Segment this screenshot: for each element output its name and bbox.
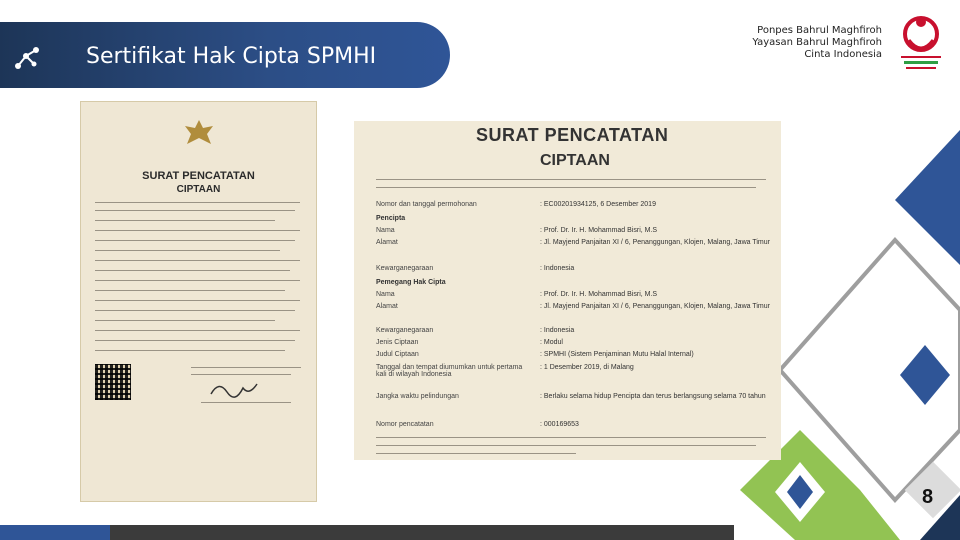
cert-right-title-1: SURAT PENCATATAN: [476, 125, 669, 145]
cert-row-label: Nomor pencatatan: [376, 421, 434, 428]
cert-row-value: : Modul: [540, 339, 563, 346]
cert-row-value: : Indonesia: [540, 327, 575, 334]
org-line-2: Yayasan Bahrul Maghfiroh: [752, 37, 882, 48]
cert-row-value: : SPMHI (Sistem Penjaminan Mutu Halal Internal): [540, 351, 694, 358]
qr-code-icon: [95, 364, 131, 400]
cert-row-label: Tanggal dan tempat diumumkan untuk pertama kali di wilayah Indonesia: [376, 364, 523, 378]
cert-row-label: Nama: [376, 227, 395, 234]
cert-row-value: : Indonesia: [540, 265, 575, 272]
cert-row-label: Nomor dan tanggal permohonan: [376, 201, 477, 208]
deco-blue-triangle: [895, 130, 960, 265]
organization-logo: [896, 12, 946, 74]
cert-row-label: Kewarganegaraan: [376, 265, 434, 272]
cert-row-label: Alamat: [376, 303, 398, 310]
cert-row-value: : EC00201934125, 6 Desember 2019: [540, 201, 656, 208]
network-icon: [12, 44, 42, 72]
org-header: [752, 25, 882, 61]
page-number: 8: [922, 486, 934, 508]
cert-row-value: : Jl. Mayjend Panjaitan XI / 6, Penanggungan, Klojen, Malang, Jawa Timur: [540, 303, 770, 310]
cert-row-value: : Prof. Dr. Ir. H. Mohammad Bisri, M.S: [540, 227, 658, 234]
cert-section-pencipta: Pencipta: [376, 215, 406, 222]
certificate-left-image: [80, 101, 317, 502]
cert-row-label: Alamat: [376, 239, 398, 246]
cert-row-value: : Prof. Dr. Ir. H. Mohammad Bisri, M.S: [540, 291, 658, 298]
cert-row-value: : Berlaku selama hidup Pencipta dan terus berlangsung selama 70 tahun: [540, 393, 766, 400]
cert-row-label: Kewarganegaraan: [376, 327, 434, 334]
org-line-3: Cinta Indonesia: [804, 49, 882, 60]
cert-left-title-2: CIPTAAN: [176, 184, 221, 195]
cert-row-value: : Jl. Mayjend Panjaitan XI / 6, Penanggungan, Klojen, Malang, Jawa Timur: [540, 239, 770, 246]
signature-icon: [209, 378, 259, 400]
cert-row-label: Jangka waktu pelindungan: [376, 393, 459, 400]
page-title: Sertifikat Hak Cipta SPMHI: [86, 44, 377, 69]
cert-section-pemegang: Pemegang Hak Cipta: [376, 279, 446, 286]
cert-row-label: Jenis Ciptaan: [376, 339, 419, 346]
cert-row-value: : 000169653: [540, 421, 579, 428]
org-line-1: Ponpes Bahrul Maghfiroh: [757, 25, 882, 36]
footer-accent: [0, 525, 110, 540]
cert-row-value: : 1 Desember 2019, di Malang: [540, 364, 634, 371]
cert-right-title-2: CIPTAAN: [540, 152, 610, 169]
footer-bar: [0, 525, 734, 540]
cert-left-title-1: SURAT PENCATATAN: [142, 170, 255, 182]
certificate-right-image: [354, 121, 781, 460]
cert-row-label: Nama: [376, 291, 395, 298]
cert-row-label: Judul Ciptaan: [376, 351, 419, 358]
garuda-emblem-icon: [181, 116, 217, 148]
